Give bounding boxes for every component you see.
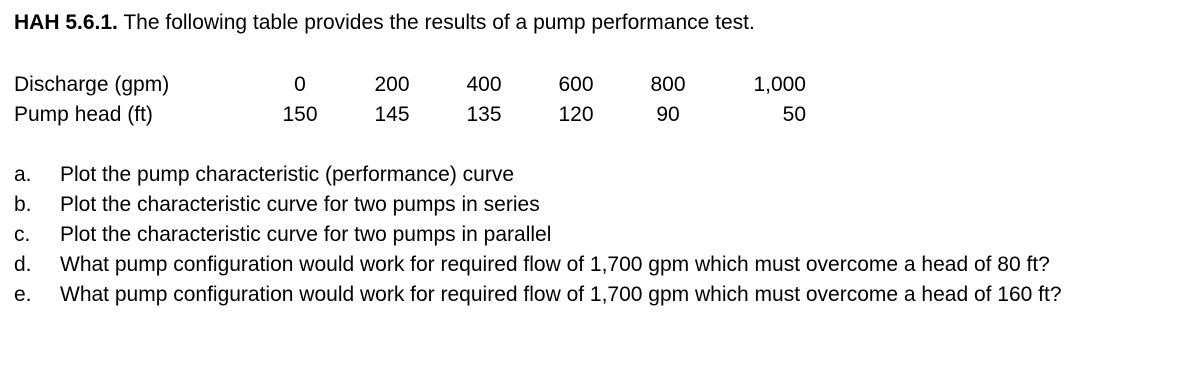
question-letter: e. (14, 283, 32, 306)
question-text: Plot the pump characteristic (performance) curve (60, 163, 515, 186)
pump-head-value: 50 (782, 103, 806, 126)
question-text: What pump configuration would work for required flow of 1,700 gpm which must overcome a head of 160 ft? (60, 283, 1062, 306)
pump-test-table (14, 70, 812, 130)
pump-head-value: 90 (656, 103, 680, 126)
question-item (14, 220, 1062, 250)
pump-head-value: 150 (282, 103, 318, 126)
pump-head-value: 120 (558, 103, 594, 126)
problem-id: HAH 5.6.1. (14, 11, 118, 34)
problem-statement: The following table provides the results of a pump performance test. (123, 11, 755, 34)
discharge-value: 200 (374, 73, 410, 96)
question-letter: d. (14, 253, 32, 276)
question-item (14, 280, 1062, 310)
question-list (14, 160, 1062, 310)
question-text: What pump configuration would work for required flow of 1,700 gpm which must overcome a head of 80 ft? (60, 253, 1050, 276)
question-letter: a. (14, 163, 32, 186)
pump-head-value: 145 (374, 103, 410, 126)
discharge-value: 800 (650, 73, 686, 96)
discharge-value: 600 (558, 73, 594, 96)
question-letter: c. (14, 223, 31, 246)
pump-head-value: 135 (466, 103, 502, 126)
question-item (14, 190, 1062, 220)
question-text: Plot the characteristic curve for two pumps in series (60, 193, 540, 216)
discharge-label: Discharge (gpm) (14, 73, 170, 96)
question-item (14, 160, 1062, 190)
discharge-value: 400 (466, 73, 502, 96)
problem-heading (14, 8, 755, 38)
discharge-row (14, 70, 812, 100)
pump-head-row (14, 100, 812, 130)
question-text: Plot the characteristic curve for two pumps in parallel (60, 223, 552, 246)
discharge-value: 1,000 (753, 73, 806, 96)
discharge-value: 0 (294, 73, 306, 96)
question-letter: b. (14, 193, 32, 216)
pump-head-label: Pump head (ft) (14, 103, 153, 126)
question-item (14, 250, 1062, 280)
